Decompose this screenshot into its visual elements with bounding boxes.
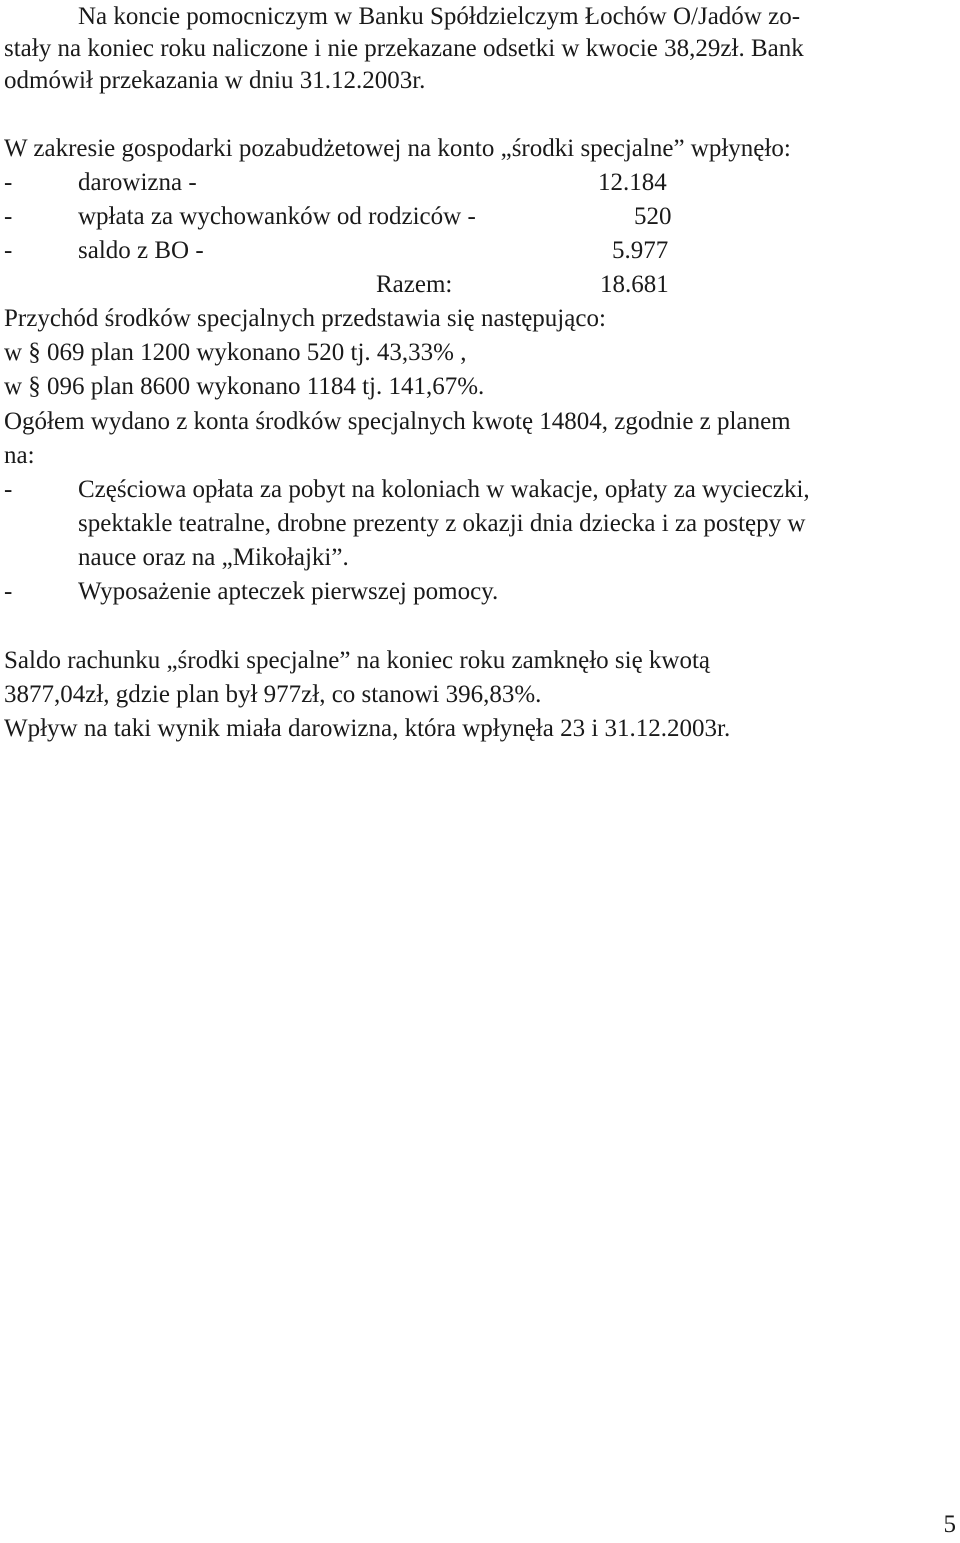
balance-line-3: Wpływ na taki wynik miała darowizna, która wpłynęła 23 i 31.12.2003r. xyxy=(4,715,731,742)
income-line-2: w § 069 plan 1200 wykonano 520 tj. 43,33% , xyxy=(4,339,467,366)
list-dash: - xyxy=(4,237,13,264)
income-line-1: Przychód środków specjalnych przedstawia się następująco: xyxy=(4,305,606,332)
item-label: darowizna - xyxy=(78,169,197,196)
list-dash: - xyxy=(4,203,13,230)
item-amount: 5.977 xyxy=(612,237,669,264)
special-funds-heading: W zakresie gospodarki pozabudżetowej na konto „środki specjalne” wpłynęło: xyxy=(4,135,791,162)
total-amount: 18.681 xyxy=(600,271,669,298)
balance-line-1: Saldo rachunku „środki specjalne” na koniec roku zamknęło się kwotą xyxy=(4,647,711,674)
bullet-1-line-3: nauce oraz na „Mikołajki”. xyxy=(78,544,349,571)
spending-line-1: Ogółem wydano z konta środków specjalnych kwotę 14804, zgodnie z planem xyxy=(4,408,791,435)
bullet-1-line-1: Częściowa opłata za pobyt na koloniach w wakacje, opłaty za wycieczki, xyxy=(78,476,810,503)
balance-line-2: 3877,04zł, gdzie plan był 977zł, co stanowi 396,83%. xyxy=(4,681,542,708)
spending-line-2: na: xyxy=(4,442,35,469)
intro-line-1: Na koncie pomocniczym w Banku Spółdzielczym Łochów O/Jadów zo- xyxy=(78,3,801,30)
item-label: saldo z BO - xyxy=(78,237,204,264)
total-label: Razem: xyxy=(376,271,453,298)
income-line-3: w § 096 plan 8600 wykonano 1184 tj. 141,67%. xyxy=(4,373,485,400)
item-label: wpłata za wychowanków od rodziców - xyxy=(78,203,476,230)
list-dash: - xyxy=(4,169,13,196)
item-amount: 12.184 xyxy=(598,169,667,196)
bullet-1-line-2: spektakle teatralne, drobne prezenty z okazji dnia dziecka i za postępy w xyxy=(78,510,806,537)
page-number: 5 xyxy=(943,1511,956,1538)
intro-line-3: odmówił przekazania w dniu 31.12.2003r. xyxy=(4,67,426,94)
intro-line-2: stały na koniec roku naliczone i nie przekazane odsetki w kwocie 38,29zł. Bank xyxy=(4,35,804,62)
list-dash: - xyxy=(4,476,13,503)
item-amount: 520 xyxy=(634,203,672,230)
bullet-2-line-1: Wyposażenie apteczek pierwszej pomocy. xyxy=(78,578,499,605)
list-dash: - xyxy=(4,578,13,605)
